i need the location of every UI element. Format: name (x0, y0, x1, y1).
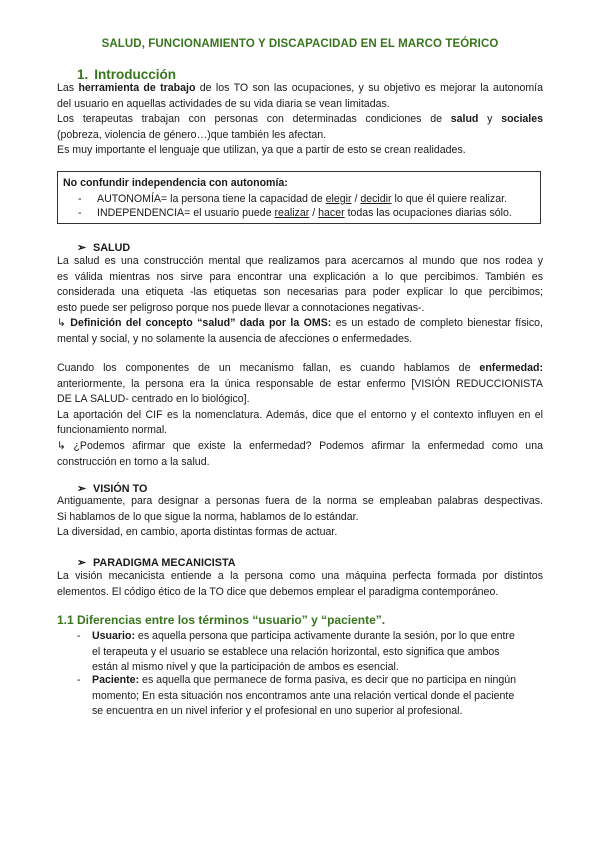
text-run: / (351, 193, 361, 205)
bold-term: sociales (501, 113, 544, 126)
text-run: de los TO son las ocupaciones, y su objetivo es mejorar la autonomía (195, 82, 544, 94)
note-item-independencia (78, 207, 512, 219)
text-run: y (478, 113, 502, 126)
salud-line4: esto puede ser peligroso porque nos puede llevar a connotaciones negativas-. (57, 301, 425, 314)
bold-term: Usuario: (92, 630, 135, 642)
intro-p1-line1 (57, 81, 543, 97)
intro-p2-line2: (pobreza, violencia de género…)que también les afectan. (57, 128, 327, 141)
usuario-line2: el terapeuta y el usuario se establece una relación horizontal, esto significa que ambos (92, 645, 500, 658)
note-box-title: No confundir independencia con autonomía: (63, 177, 288, 189)
vision-line2: Si hablamos de lo que sigue la norma, hablamos de lo estándar. (57, 510, 359, 523)
salud-line3: considerada una etiqueta -las etiquetas son necesarias para poder explicar lo que percibimos; (57, 286, 543, 299)
text-run: Las (57, 82, 79, 94)
intro-p3: Es muy importante el lenguaje que utilizan, ya que a partir de esto se crean realidades. (57, 144, 466, 157)
intro-paragraphs (57, 81, 543, 159)
paciente-line3: se encuentra en un nivel inferior y el profesional en uno superior al profesional. (92, 705, 463, 718)
text-run: Cuando los componentes de un mecanismo fallan, es cuando hablamos de (57, 362, 480, 374)
bold-term: Definición del concepto “salud” dada por la OMS: (70, 317, 332, 330)
paradigma-paragraphs (57, 569, 543, 600)
underlined-term: hacer (318, 207, 345, 219)
oms-definition-line2: mental y social, y no solamente la ausencia de afecciones o enfermedades. (57, 332, 413, 345)
question-line1: ↳ ¿Podemos afirmar que existe la enfermedad? Podemos afirmar la enfermedad como una (57, 439, 543, 452)
intro-p1-line2: del usuario en aquellas actividades de su vida diaria se vean limitadas. (57, 97, 390, 110)
salud-line1: La salud es una construcción mental que realizamos para acercarnos al mundo que nos rodea y (57, 255, 543, 267)
question-line2: construcción en torno a la salud. (57, 455, 210, 468)
vision-paragraphs (57, 494, 543, 541)
list-item-body (92, 629, 547, 676)
text-run: todas las ocupaciones diarias sólo. (344, 207, 512, 219)
bold-term: salud (450, 113, 479, 126)
section-heading-introduccion (77, 67, 176, 82)
section-heading-diferencias: 1.1 Diferencias entre los términos “usuario” y “paciente”. (57, 613, 386, 627)
list-item-body (92, 673, 547, 720)
bold-term: enfermedad: (479, 362, 543, 374)
cif-line1: La aportación del CIF es la nomenclatura. Además, dice que el entorno y el contexto influyen en el (57, 408, 543, 421)
salud-line2: es válida mientras nos sirve para encontrar una explicación a lo que percibimos. También es (57, 270, 543, 283)
text-run: es un estado de completo bienestar físico, (331, 317, 544, 330)
subheading-text: VISIÓN TO (93, 483, 148, 495)
salud-paragraphs (57, 254, 543, 348)
usuario-line3: están al mismo nivel y que la participación de ambos es esencial. (92, 661, 399, 674)
arrow-bullet-icon: ➢ (77, 483, 87, 495)
text-run: es aquella que permanece de forma pasiva, es decir que no participa en ningún (139, 674, 517, 686)
text-run: / (309, 207, 319, 219)
oms-definition-line1 (57, 316, 543, 332)
section-heading-text: Introducción (94, 67, 177, 82)
paradigma-line2: elementos. El código ético de la TO dice que debemos emplear el paradigma contemporáneo. (57, 585, 499, 598)
enfermedad-line3: DE LA SALUD- centrado en lo biológico]. (57, 393, 250, 406)
note-item-autonomia (78, 193, 507, 205)
intro-p2-line1 (57, 112, 543, 128)
subheading-salud (77, 241, 130, 254)
underlined-term: elegir (325, 193, 352, 205)
vision-line3: La diversidad, en cambio, aporta distintas formas de actuar. (57, 526, 338, 539)
list-item-paciente (77, 673, 543, 721)
list-dash: - (77, 630, 81, 642)
document-title: SALUD, FUNCIONAMIENTO Y DISCAPACIDAD EN EL MARCO TEÓRICO (101, 38, 499, 50)
enfermedad-paragraphs (57, 361, 543, 470)
text-run: lo que él quiere realizar. (391, 193, 507, 205)
text-run: INDEPENDENCIA= el usuario puede (97, 207, 275, 219)
note-box (57, 171, 541, 224)
subheading-text: PARADIGMA MECANICISTA (93, 557, 236, 569)
vision-line1: Antiguamente, para designar a personas fuera de la norma se empleaban palabras despectivas. (57, 495, 543, 507)
cif-line2: funcionamiento normal. (57, 424, 168, 437)
paciente-line1 (92, 673, 547, 689)
paradigma-line1: La visión mecanicista entiende a la persona como una máquina perfecta formada por distintos (57, 570, 543, 582)
return-arrow-icon: ↳ (57, 317, 71, 330)
text-run: Los terapeutas trabajan con personas con determinadas condiciones de (57, 113, 451, 126)
paciente-line2: momento; En esta situación nos encontramos ante una relación vertical donde el paciente (92, 689, 515, 702)
underlined-term: realizar (274, 207, 310, 219)
text-run: es aquella persona que participa activamente durante la sesión, por lo que entre (134, 630, 515, 642)
list-dash: - (78, 207, 82, 219)
subheading-paradigma (77, 556, 236, 569)
underlined-term: decidir (360, 193, 392, 205)
arrow-bullet-icon: ➢ (77, 557, 87, 569)
bold-term: Paciente: (92, 674, 140, 686)
usuario-line1 (92, 629, 547, 645)
subheading-text: SALUD (93, 242, 131, 254)
arrow-bullet-icon: ➢ (77, 242, 87, 254)
bold-term: herramienta de trabajo (78, 82, 196, 94)
list-item-usuario (77, 629, 543, 677)
enfermedad-line2: anteriormente, la persona era la única responsable de estar enfermo [VISIÓN REDUCCIONISTA (57, 377, 543, 390)
list-dash: - (77, 674, 81, 686)
text-run: AUTONOMÍA= la persona tiene la capacidad de (97, 193, 326, 205)
enfermedad-line1 (57, 361, 543, 377)
list-dash: - (78, 193, 82, 205)
section-number: 1. (77, 67, 89, 82)
